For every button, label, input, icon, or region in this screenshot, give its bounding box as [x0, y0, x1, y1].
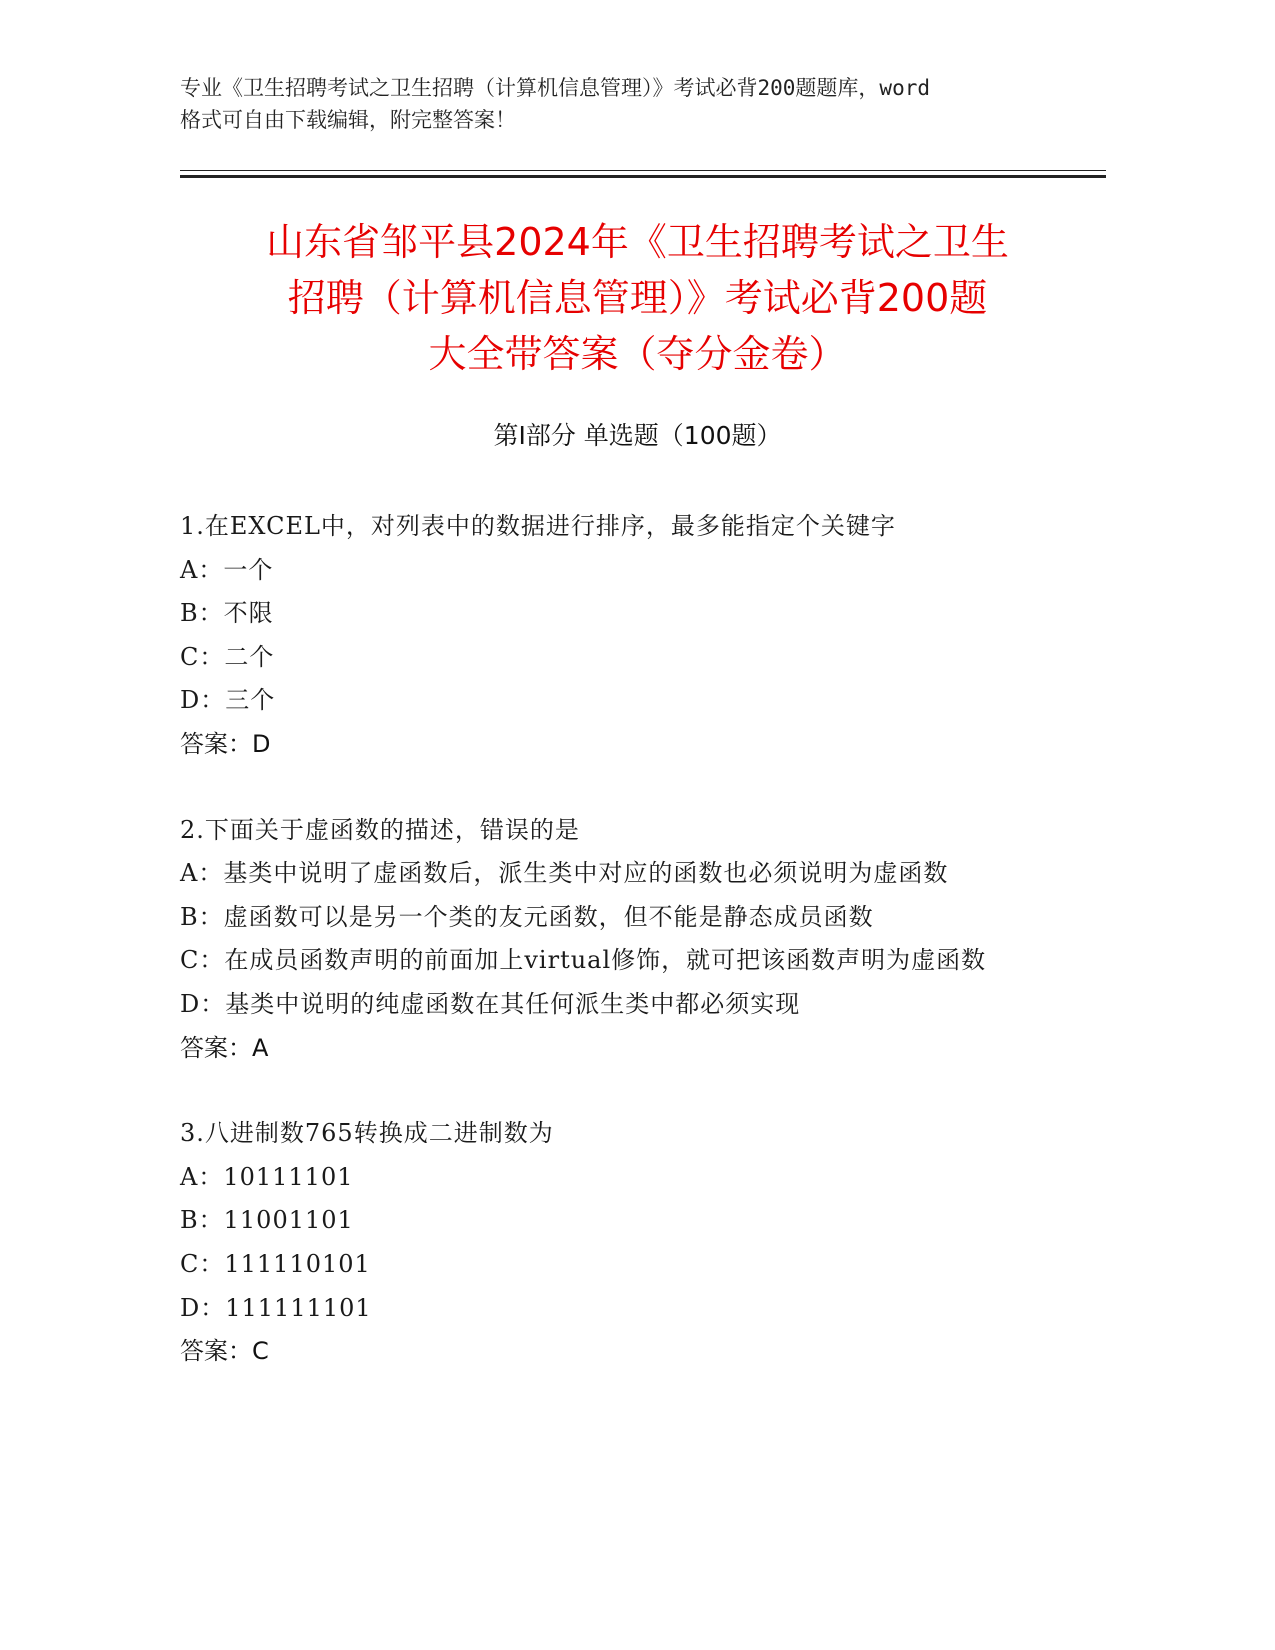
header-divider-thick: [180, 175, 1106, 178]
answer-value: A: [252, 1033, 269, 1062]
header-divider-thin: [180, 170, 1106, 171]
option-d: D：三个: [180, 686, 276, 715]
question-1: [180, 505, 1040, 767]
document-title: [150, 214, 1125, 382]
title-line-2: 招聘（计算机信息管理）》考试必背200题: [287, 276, 988, 320]
section-heading: 第Ⅰ部分 单选题（100题）: [493, 421, 782, 450]
answer-value: C: [252, 1337, 269, 1366]
question-2: [180, 809, 1040, 1071]
question-stem: 2.下面关于虚函数的描述，错误的是: [180, 815, 580, 844]
answer-label: 答案：: [180, 729, 252, 758]
question-3: [180, 1112, 1040, 1374]
question-stem: 3.八进制数765转换成二进制数为: [180, 1119, 554, 1148]
option-c: C：在成员函数声明的前面加上virtual修饰，就可把该函数声明为虚函数: [180, 946, 987, 975]
answer-label: 答案：: [180, 1033, 252, 1062]
answer-line: [180, 1330, 1040, 1374]
option-d: D：111111101: [180, 1293, 372, 1322]
answer-value: D: [252, 729, 271, 758]
option-b: B：不限: [180, 599, 274, 628]
answer-line: [180, 723, 1040, 767]
title-line-3: 大全带答案（夺分金卷）: [428, 332, 847, 376]
option-c: C：二个: [180, 642, 275, 671]
answer-line: [180, 1027, 1040, 1071]
question-stem: 1.在EXCEL中，对列表中的数据进行排序，最多能指定个关键字: [180, 512, 896, 540]
answer-label: 答案：: [180, 1337, 252, 1366]
option-a: A：一个: [180, 555, 274, 584]
option-b: B：11001101: [180, 1206, 354, 1235]
question-list: [180, 505, 1040, 1416]
option-b: B：虚函数可以是另一个类的友元函数，但不能是静态成员函数: [180, 902, 874, 931]
intro-text: [180, 72, 1060, 136]
option-a: A：基类中说明了虚函数后，派生类中对应的函数也必须说明为虚函数: [180, 859, 949, 888]
option-a: A：10111101: [180, 1162, 354, 1191]
title-line-1: 山东省邹平县2024年《卫生招聘考试之卫生: [266, 220, 1009, 264]
intro-line-1: 专业《卫生招聘考试之卫生招聘（计算机信息管理）》考试必背200题题库，word: [180, 76, 930, 100]
option-d: D：基类中说明的纯虚函数在其任何派生类中都必须实现: [180, 989, 801, 1018]
option-c: C：111110101: [180, 1249, 371, 1278]
intro-line-2: 格式可自由下载编辑，附完整答案！: [180, 108, 516, 132]
